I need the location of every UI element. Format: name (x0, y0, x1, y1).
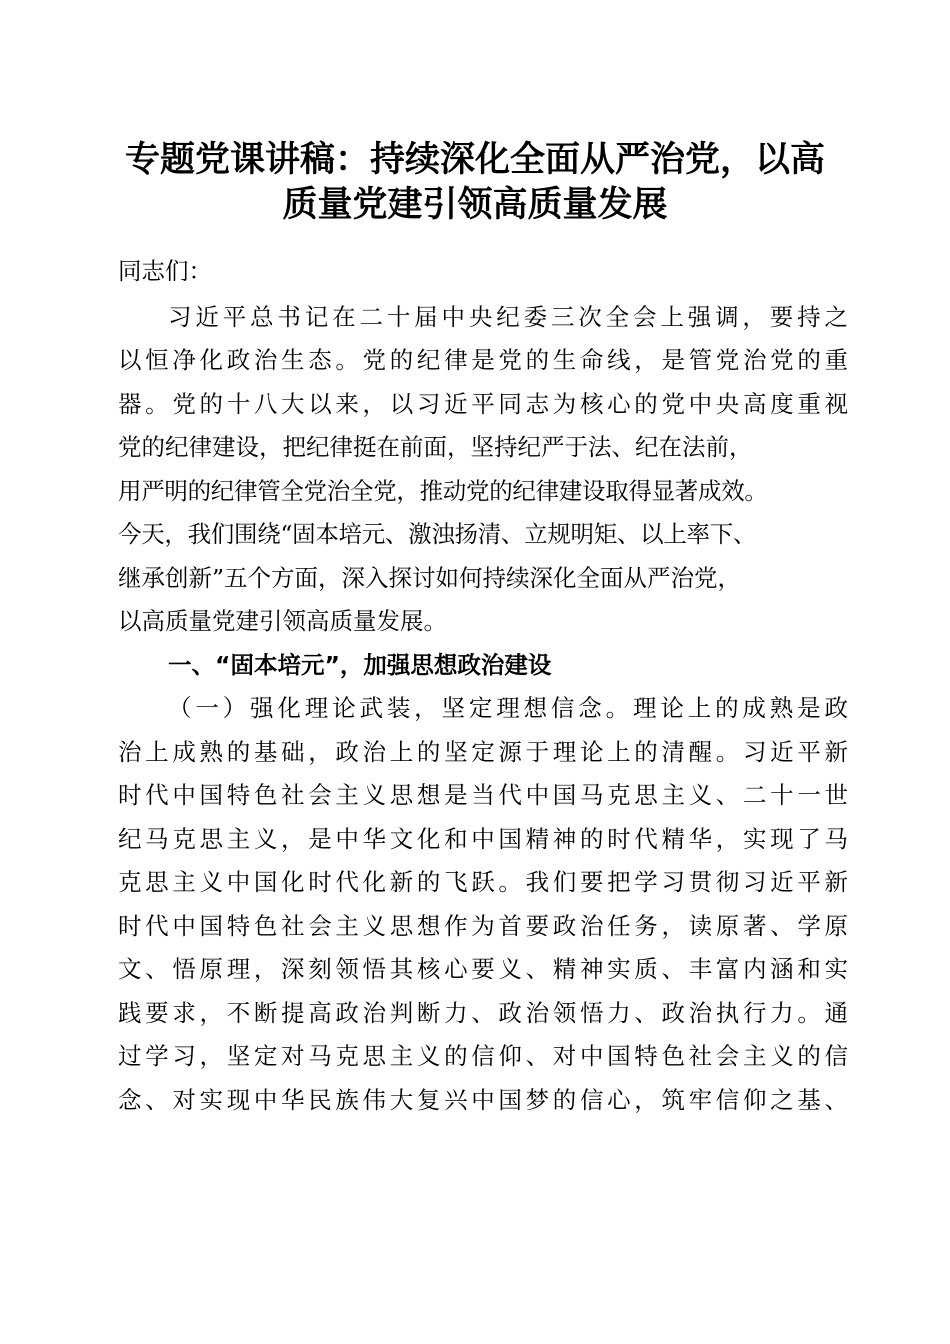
section-line: 时代中国特色社会主义思想作为首要政治任务，读原著、学原 (118, 911, 848, 940)
intro-line: 以高质量党建引领高质量发展。 (118, 607, 447, 635)
section-line: 念、对实现中华民族伟大复兴中国梦的信心，筑牢信仰之基、 (118, 1085, 848, 1114)
title-line-1: 专题党课讲稿：持续深化全面从严治党，以高 (124, 139, 825, 180)
intro-line: 以恒净化政治生态。党的纪律是党的生命线，是管党治党的重 (118, 346, 848, 374)
section-line: 践要求，不断提高政治判断力、政治领悟力、政治执行力。通 (118, 998, 848, 1027)
document-body (118, 250, 848, 1122)
section-line: 克思主义中国化时代化新的飞跃。我们要把学习贯彻习近平新 (118, 868, 848, 896)
section-line: 文、悟原理，深刻领悟其核心要义、精神实质、丰富内涵和实 (118, 955, 848, 983)
section-line: 纪马克思主义，是中华文化和中国精神的时代精华，实现了马 (118, 824, 848, 853)
section-line: （一）强化理论武装，坚定理想信念。理论上的成熟是政 (168, 694, 848, 722)
document-title (100, 137, 850, 227)
intro-line: 用严明的纪律管全党治全党，推动党的纪律建设取得显著成效。 (118, 476, 768, 505)
section-line: 过学习，坚定对马克思主义的信仰、对中国特色社会主义的信 (118, 1042, 848, 1070)
section-line: 时代中国特色社会主义思想是当代中国马克思主义、二十一世 (118, 781, 848, 809)
intro-line: 习近平总书记在二十届中央纪委三次全会上强调，要持之 (168, 302, 848, 331)
intro-line: 今天，我们围绕“固本培元、激浊扬清、立规明矩、以上率下、 (118, 520, 757, 548)
intro-line: 继承创新”五个方面，深入探讨如何持续深化全面从严治党， (118, 563, 742, 592)
intro-line: 党的纪律建设，把纪律挺在前面，坚持纪严于法、纪在法前， (118, 433, 753, 461)
title-line-2: 质量党建引领高质量发展 (282, 184, 668, 225)
section-heading: 一、“固本培元”，加强思想政治建设 (168, 650, 552, 679)
salutation: 同志们： (118, 257, 212, 285)
section-line: 治上成熟的基础，政治上的坚定源于理论上的清醒。习近平新 (118, 737, 848, 766)
intro-line: 器。党的十八大以来，以习近平同志为核心的党中央高度重视 (118, 389, 848, 418)
